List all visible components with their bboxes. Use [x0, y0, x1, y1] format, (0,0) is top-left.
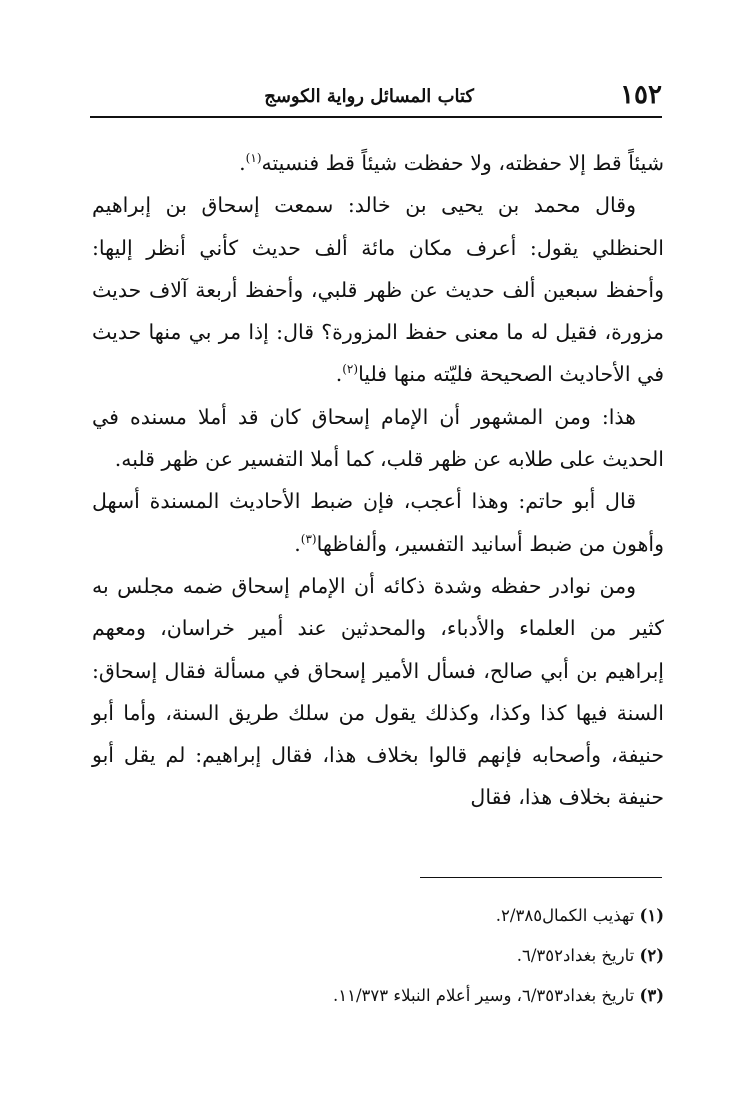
body-text: [92, 142, 664, 819]
paragraph: شيئاً قط إلا حفظته، ولا حفظت شيئاً قط فنسيته$^{(١)}$.: [239, 151, 664, 175]
footnote-ref: (٣): [300, 531, 317, 546]
footnote-number: (٢): [639, 946, 664, 965]
footnote-number: (٣): [639, 986, 664, 1005]
paragraph: قال أبو حاتم: وهذا أعجب، فإن ضبط الأحاديث المسندة أسهل وأهون من ضبط أسانيد التفسير، وألفاظها$^{(٣)}$.: [92, 489, 664, 556]
page-number: ١٥٢: [620, 80, 662, 110]
page-header: [90, 76, 662, 116]
footnote: [92, 936, 664, 976]
running-title: كتاب المسائل رواية الكوسج: [264, 86, 474, 107]
paragraph: وقال محمد بن يحيى بن خالد: سمعت إسحاق بن إبراهيم الحنظلي يقول: أعرف مكان مائة ألف حديث كأني أنظر إليها: وأحفظ سبعين ألف حديث عن ظهر قلبي، وأحفظ أربعة آلاف حديث مزورة، فقيل له ما معنى حفظ المزورة؟ قال: إذا مر بي منها حديث في الأحاديث الصحيحة فليّته منها فليا$^{(٢)}$.: [92, 193, 664, 387]
header-rule: [90, 116, 662, 118]
paragraph: ومن نوادر حفظه وشدة ذكائه أن الإمام إسحاق ضمه مجلس به كثير من العلماء والأدباء، والمحدثين عند أمير خراسان، ومعهم إبراهيم بن أبي صالح، فسأل الأمير إسحاق في مسألة فقال إسحاق: السنة فيها كذا وكذا، وكذلك يقول من سلك طريق السنة، وأما أبو حنيفة، وأصحابه فإنهم قالوا بخلاف هذا، فقال إبراهيم: لم يقل أبو حنيفة بخلاف هذا، فقال: [92, 573, 664, 810]
footnote-text: تاريخ بغداد٦/٣٥٣، وسير أعلام النبلاء ١١/٣٧٣.: [333, 986, 635, 1005]
footnote: [92, 896, 664, 936]
footnote: [92, 976, 664, 1016]
paragraph: هذا: ومن المشهور أن الإمام إسحاق كان قد أملا مسنده في الحديث على طلابه عن ظهر قلب، كما أملا التفسير عن ظهر قلبه.: [92, 404, 664, 472]
footnotes: [92, 896, 664, 1016]
footnote-text: تهذيب الكمال٢/٣٨٥.: [495, 906, 635, 925]
footnote-number: (١): [639, 906, 664, 925]
footnote-ref: (١): [245, 151, 262, 165]
footnote-ref: (٢): [342, 362, 359, 377]
footnote-text: تاريخ بغداد٦/٣٥٢.: [516, 946, 635, 965]
footnote-rule: [420, 877, 662, 878]
